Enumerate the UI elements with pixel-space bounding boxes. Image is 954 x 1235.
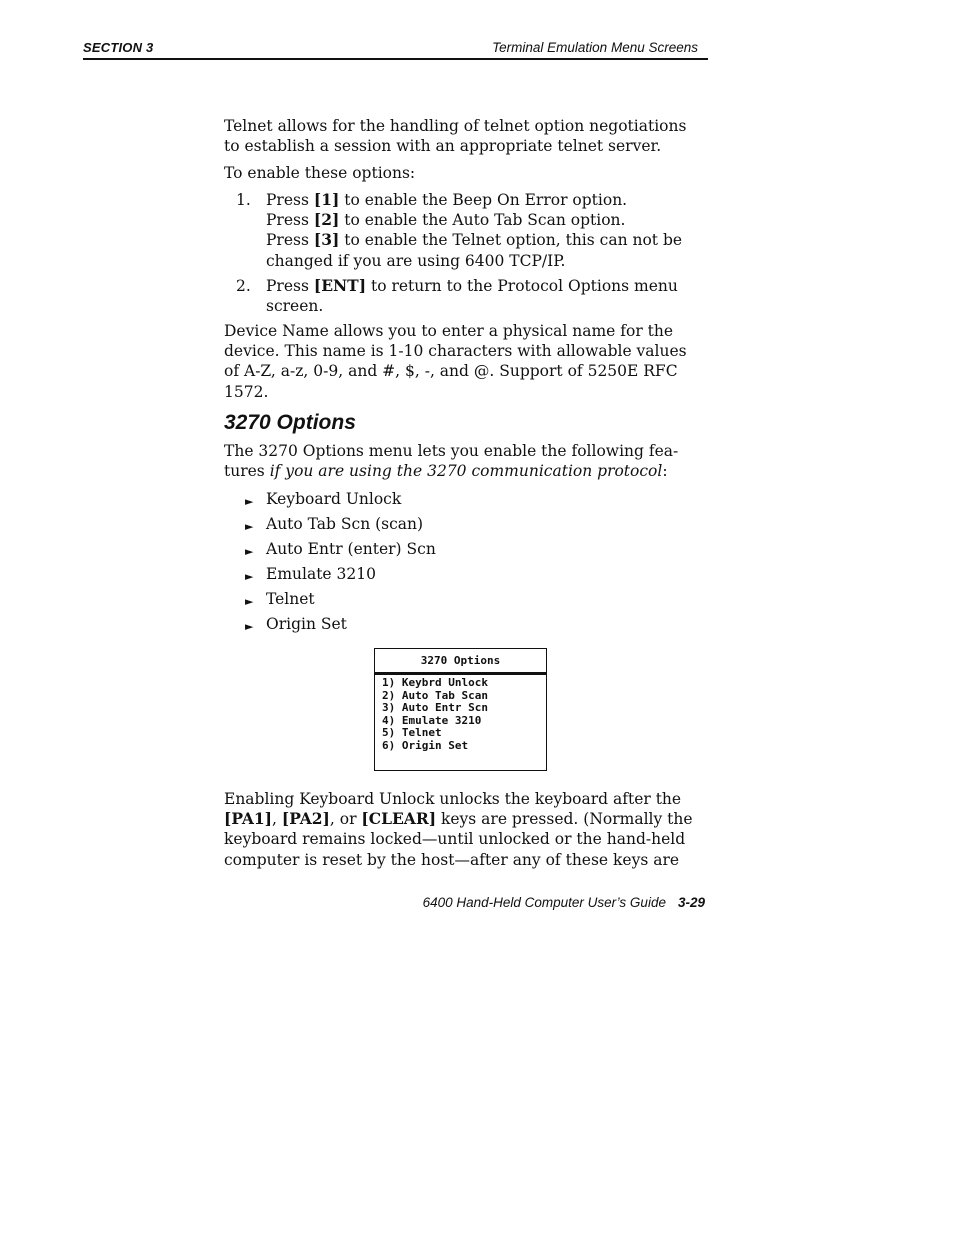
guide-title: 6400 Hand-Held Computer User’s Guide	[422, 895, 666, 910]
keyboard-unlock-paragraph	[224, 789, 708, 870]
bullet-arrow-icon: ►	[245, 520, 254, 533]
step-text	[266, 190, 706, 271]
text-line: to establish a session with an appropriate telnet server.	[224, 137, 662, 156]
bullet-arrow-icon: ►	[245, 545, 254, 558]
text-line	[266, 230, 706, 250]
list-item: Auto Entr (enter) Scn	[266, 540, 436, 558]
chapter-title: Terminal Emulation Menu Screens	[492, 40, 698, 55]
page-number: 3-29	[677, 895, 705, 910]
text-line: 1572.	[224, 382, 269, 401]
text-line	[266, 210, 706, 230]
key-label: [PA2]	[281, 809, 330, 829]
section-label: SECTION 3	[83, 40, 154, 55]
text-line: changed if you are using 6400 TCP/IP.	[266, 251, 566, 270]
screen-menu-item: 6) Origin Set	[382, 738, 469, 752]
key-label: [1]	[313, 190, 340, 209]
text-span: to return to the Protocol Options menu	[366, 277, 678, 295]
text-line: computer is reset by the host—after any of these keys are	[224, 850, 680, 869]
text-line: Enabling Keyboard Unlock unlocks the keyboard after the	[224, 790, 682, 808]
list-item: Origin Set	[266, 615, 347, 633]
text-span: keys are pressed. (Normally the	[436, 810, 693, 829]
screen-menu-item: 5) Telnet	[382, 726, 442, 739]
text-line: The 3270 Options menu lets you enable the following fea-	[224, 442, 679, 460]
text-span: ,	[272, 810, 282, 829]
list-item: Telnet	[266, 590, 315, 608]
step-number: 1.	[236, 191, 251, 209]
header-rule	[83, 58, 708, 60]
screen-title: 3270 Options	[420, 654, 501, 667]
bullet-arrow-icon: ►	[245, 495, 254, 508]
text-span: to enable the Telnet option, this can not be	[339, 231, 683, 250]
key-label: [3]	[313, 230, 340, 250]
options-intro-paragraph	[224, 441, 708, 481]
screen-menu	[382, 677, 488, 752]
text-line	[266, 276, 706, 296]
text-span: to enable the Auto Tab Scan option.	[339, 211, 626, 230]
text-span: Press	[266, 211, 314, 230]
text-span: Press	[266, 231, 314, 250]
section-heading: 3270 Options	[224, 411, 356, 434]
step-number: 2.	[236, 277, 251, 295]
terminal-screen-figure	[374, 648, 547, 771]
bullet-arrow-icon: ►	[245, 595, 254, 608]
screen-menu-item: 2) Auto Tab Scan	[382, 688, 488, 702]
text-line: device. This name is 1-10 characters with allowable values	[224, 342, 687, 361]
screen-title-rule	[375, 672, 546, 675]
text-line: screen.	[266, 297, 324, 316]
bullet-arrow-icon: ►	[245, 570, 254, 583]
text-span: , or	[329, 810, 362, 829]
key-label: [2]	[313, 210, 340, 230]
italic-text: if you are using the 3270 communication protocol	[269, 462, 663, 481]
text-line	[266, 190, 706, 210]
bullet-arrow-icon: ►	[245, 620, 254, 633]
screen-menu-item: 3) Auto Entr Scn	[382, 701, 488, 714]
text-line: of A-Z, a-z, 0-9, and #, $, -, and @. Support of 5250E RFC	[224, 362, 678, 381]
text-line	[224, 809, 708, 829]
key-label: [PA1]	[224, 809, 273, 829]
page-footer	[423, 895, 705, 910]
device-name-paragraph	[224, 321, 708, 402]
text-line: keyboard remains locked—until unlocked or the hand-held	[224, 830, 686, 849]
key-label: [CLEAR]	[361, 809, 437, 829]
screen-menu-item: 4) Emulate 3210	[382, 713, 482, 727]
key-label: [ENT]	[313, 276, 367, 295]
text-line	[224, 461, 708, 481]
text-span: Press	[266, 277, 314, 295]
text-line: Device Name allows you to enter a physical name for the	[224, 322, 674, 340]
list-item: Auto Tab Scn (scan)	[266, 515, 424, 533]
text-span: :	[662, 462, 668, 481]
text-line: Telnet allows for the handling of telnet option negotiations	[224, 117, 687, 135]
text-span: to enable the Beep On Error option.	[339, 191, 628, 209]
list-item: Emulate 3210	[266, 565, 376, 583]
enable-options-text: To enable these options:	[224, 164, 416, 182]
list-item: Keyboard Unlock	[266, 490, 402, 508]
intro-paragraph	[224, 116, 708, 156]
step-text	[266, 276, 706, 316]
text-span: Press	[266, 191, 314, 209]
screen-menu-item: 1) Keybrd Unlock	[382, 676, 488, 689]
text-span: tures	[224, 462, 270, 481]
